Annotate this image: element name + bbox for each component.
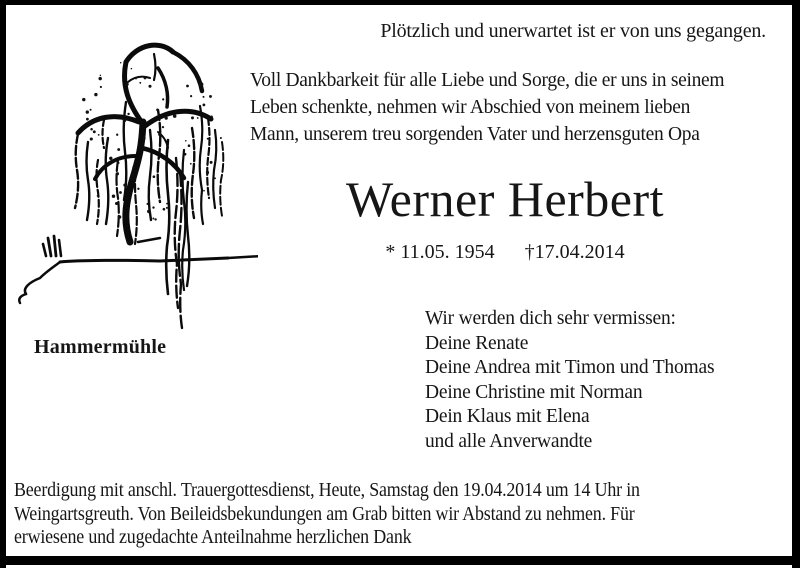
mourner-line: Deine Renate [425, 332, 529, 354]
place-label: Hammermühle [34, 336, 167, 358]
funeral-line: Beerdigung mit anschl. Trauergottesdienst, Heute, Samstag den 19.04.2014 um 14 Uhr in [14, 480, 640, 501]
mourner-line: Deine Christine mit Norman [425, 381, 643, 403]
deceased-name: Werner Herbert [345, 171, 665, 227]
willow-tree-icon [8, 12, 258, 342]
mourner-line: und alle Anverwandte [425, 430, 593, 452]
birth-date: * 11.05. 1954 [385, 241, 495, 263]
death-date: †17.04.2014 [524, 241, 625, 263]
frame-border-bottom [0, 556, 800, 565]
mourner-line: Dein Klaus mit Elena [425, 406, 590, 427]
intro-paragraph [250, 67, 724, 148]
funeral-line: Weingartsgreuth. Von Beileidsbekundungen am Grab bitten wir Abstand zu nehmen. Für [14, 503, 635, 525]
mourners-block [425, 307, 714, 454]
frame-border-right [792, 0, 800, 568]
frame-border-top [0, 0, 800, 5]
intro-line: Mann, unserem treu sorgenden Vater und herzensguten Opa [250, 124, 700, 145]
intro-line: Voll Dankbarkeit für alle Liebe und Sorge, die er uns in seinem [250, 70, 725, 91]
intro-line: Leben schenkte, nehmen wir Abschied von meinem lieben [250, 97, 691, 118]
willow-tree-illustration [8, 12, 258, 342]
frame-border-left [0, 0, 6, 568]
life-dates [245, 241, 765, 264]
funeral-line: erwiesene und zugedachte Anteilnahme herzlichen Dank [14, 527, 412, 548]
opening-line: Plötzlich und unerwartet ist er von uns gegangen. [380, 20, 766, 42]
farewell-heading: Wir werden dich sehr vermissen: [425, 308, 676, 329]
mourner-line: Deine Andrea mit Timon und Thomas [425, 357, 715, 378]
funeral-announcement [14, 479, 640, 550]
